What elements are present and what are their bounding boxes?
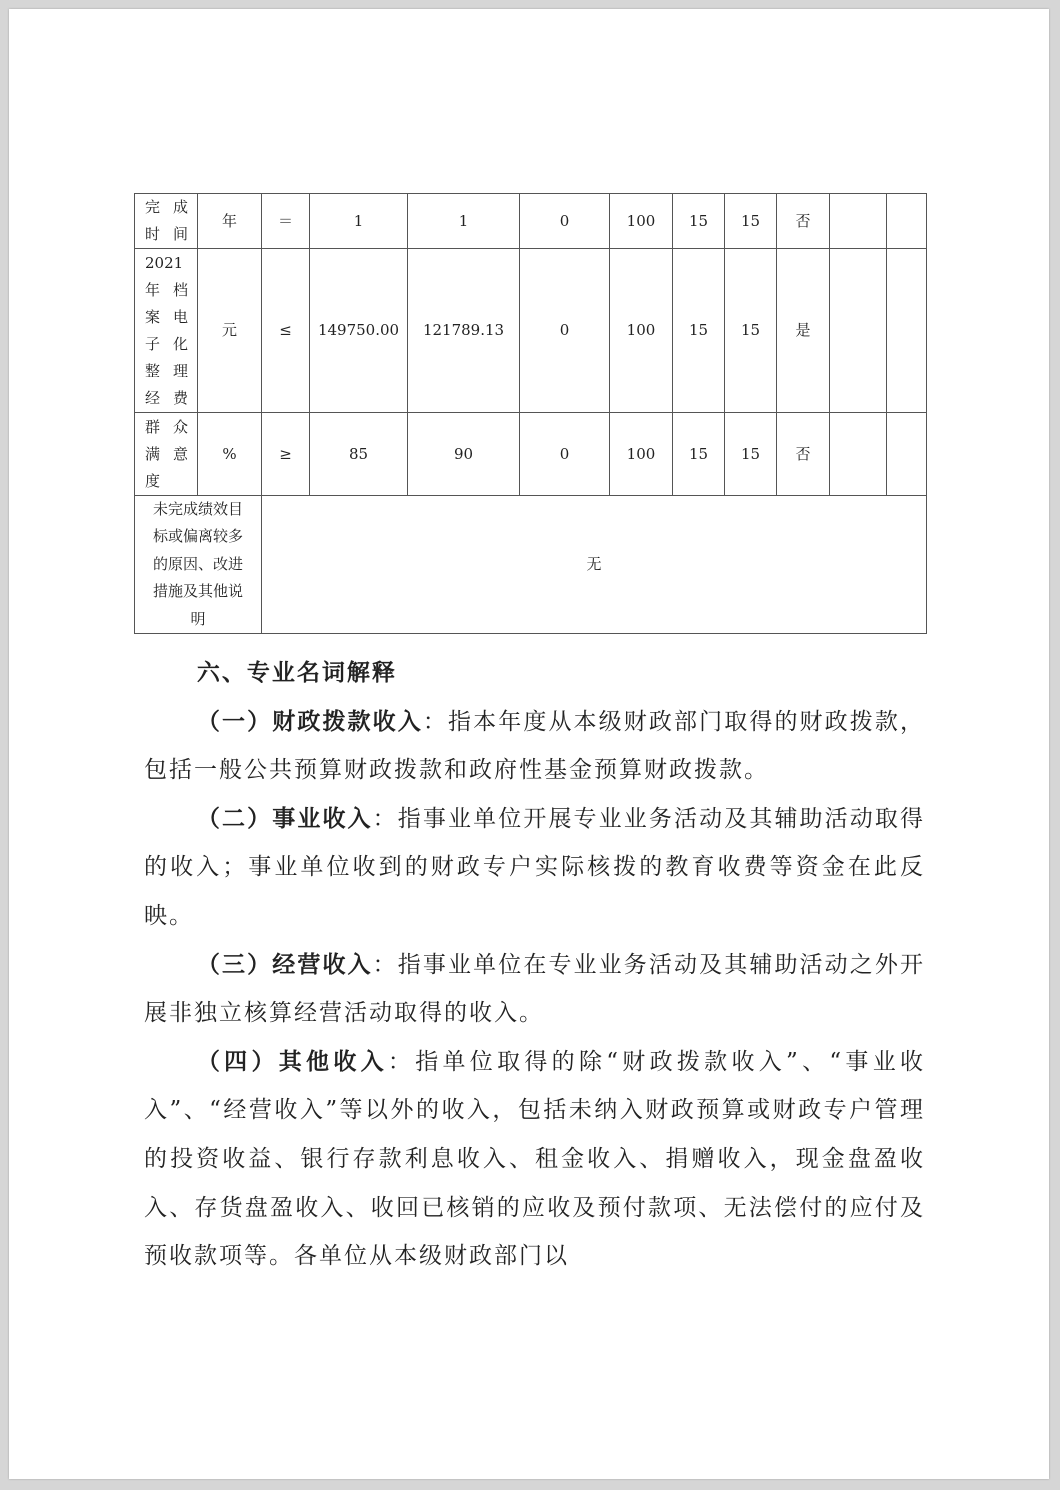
indicator-cell: 2021 年 档 案 电 子 化 整 理 经费 — [135, 249, 198, 413]
document-page — [9, 9, 1049, 1479]
glossary-paragraph — [144, 795, 925, 941]
glossary-section — [144, 649, 925, 1281]
glossary-definition: ：指事业单位在专业业务活动及其辅助活动之外开展非独立核算经营活动取得的收入。 — [144, 951, 926, 1027]
glossary-term: （三）经营收入 — [196, 950, 373, 978]
operator-cell: ≤ — [262, 249, 310, 413]
glossary-definition: ：指本年度从本级财政部门取得的财政拨款，包括一般公共预算财政拨款和政府性基金预算财政拨款。 — [144, 708, 926, 784]
extra-cell — [887, 194, 927, 249]
actual-cell: 90 — [408, 413, 520, 496]
target-cell: 1 — [310, 194, 408, 249]
rate-cell: 100 — [610, 194, 673, 249]
unit-cell: 年 — [198, 194, 262, 249]
flag-cell: 是 — [777, 249, 830, 413]
weight-cell: 15 — [673, 249, 725, 413]
extra-cell — [830, 249, 887, 413]
table-row — [135, 413, 927, 496]
table-row — [135, 194, 927, 249]
flag-cell: 否 — [777, 413, 830, 496]
deviation-cell: 0 — [520, 413, 610, 496]
score-cell: 15 — [725, 249, 777, 413]
table-row — [135, 249, 927, 413]
note-value-cell: 无 — [262, 496, 927, 634]
extra-cell — [830, 413, 887, 496]
table-row-note — [135, 496, 927, 634]
flag-cell: 否 — [777, 194, 830, 249]
target-cell: 149750.00 — [310, 249, 408, 413]
actual-cell: 1 — [408, 194, 520, 249]
glossary-term: （一）财政拨款收入 — [196, 707, 423, 735]
target-cell: 85 — [310, 413, 408, 496]
glossary-paragraph — [144, 698, 925, 795]
section-heading: 六、专业名词解释 — [196, 660, 397, 686]
deviation-cell: 0 — [520, 249, 610, 413]
unit-cell: % — [198, 413, 262, 496]
deviation-cell: 0 — [520, 194, 610, 249]
operator-cell: ＝ — [262, 194, 310, 249]
note-label-cell: 未完成绩效目 标或偏离较多 的原因、改进 措施及其他说 明 — [135, 496, 262, 634]
extra-cell — [830, 194, 887, 249]
indicator-cell: 完 成 时间 — [135, 194, 198, 249]
glossary-paragraph — [144, 941, 925, 1038]
unit-cell: 元 — [198, 249, 262, 413]
operator-cell: ≥ — [262, 413, 310, 496]
glossary-term: （四）其他收入 — [196, 1047, 388, 1075]
glossary-definition: ：指事业单位开展专业业务活动及其辅助活动取得的收入；事业单位收到的财政专户实际核拨的教育收费等资金在此反映。 — [144, 805, 926, 929]
score-cell: 15 — [725, 413, 777, 496]
rate-cell: 100 — [610, 413, 673, 496]
glossary-paragraph — [144, 1038, 925, 1281]
indicator-cell: 群 众 满 意 度 — [135, 413, 198, 496]
rate-cell: 100 — [610, 249, 673, 413]
glossary-term: （二）事业收入 — [196, 804, 373, 832]
performance-table — [134, 193, 927, 634]
glossary-definition: ：指单位取得的除“财政拨款收入”、“事业收入”、“经营收入”等以外的收入，包括未纳入财政预算或财政专户管理的投资收益、银行存款利息收入、租金收入、捐赠收入，现金盘盈收入、存货盘盈收入、收回已核销的应收及预付款项、无法偿付的应付及预收款项等。各单位从本级财政部门以 — [144, 1048, 925, 1270]
actual-cell: 121789.13 — [408, 249, 520, 413]
weight-cell: 15 — [673, 413, 725, 496]
extra-cell — [887, 249, 927, 413]
extra-cell — [887, 413, 927, 496]
weight-cell: 15 — [673, 194, 725, 249]
score-cell: 15 — [725, 194, 777, 249]
